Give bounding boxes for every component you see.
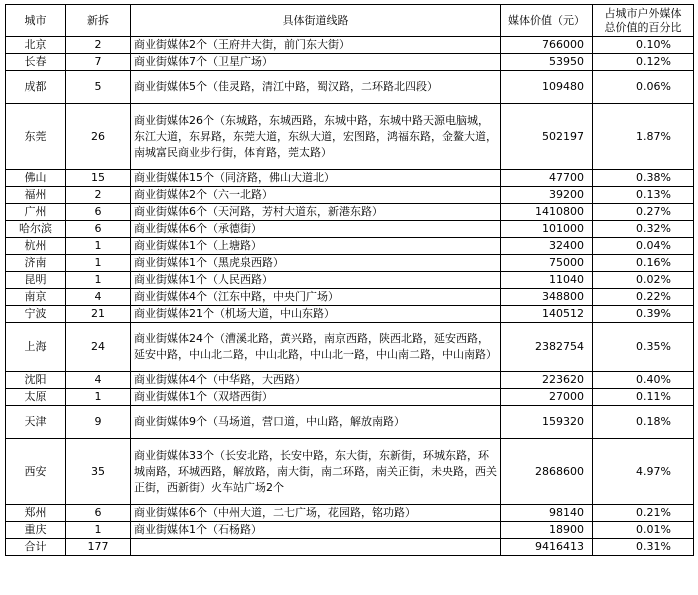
city-cell: 合计 [6,539,66,556]
media-value-cell: 223620 [501,372,593,389]
city-cell: 福州 [6,187,66,204]
header-pct-line1: 占城市户外媒体 [604,6,682,20]
roads-cell: 商业街媒体26个（东城路，东城西路，东城中路，东城中路天源电脑城，东江大道，东昇路，东莞大道，东纵大道，宏图路，鸿福东路，金鳌大道，南城富民商业步行街，体育路，莞太路） [131,104,501,170]
percent-cell: 0.04% [593,238,694,255]
percent-cell: 0.21% [593,505,694,522]
roads-cell: 商业街媒体24个（漕溪北路，黄兴路，南京西路，陕西北路，延安西路，延安中路，中山北二路，中山北路，中山北一路，中山南二路，中山南路） [131,323,501,372]
table-body [6,37,694,556]
city-cell: 南京 [6,289,66,306]
table-row [6,221,694,238]
new-count-cell: 6 [66,204,131,221]
percent-cell: 0.31% [593,539,694,556]
table-row [6,406,694,439]
city-cell: 长春 [6,54,66,71]
new-count-cell: 1 [66,255,131,272]
roads-cell: 商业街媒体21个（机场大道，中山东路） [131,306,501,323]
media-value-cell: 159320 [501,406,593,439]
media-value-cell: 502197 [501,104,593,170]
city-cell: 北京 [6,37,66,54]
table-row [6,170,694,187]
new-count-cell: 9 [66,406,131,439]
new-count-cell: 6 [66,505,131,522]
roads-cell: 商业街媒体6个（天河路，芳村大道东，新港东路） [131,204,501,221]
new-count-cell: 1 [66,522,131,539]
city-cell: 宁波 [6,306,66,323]
roads-cell: 商业街媒体1个（上塘路） [131,238,501,255]
new-count-cell: 4 [66,372,131,389]
new-count-cell: 35 [66,439,131,505]
table-row [6,104,694,170]
new-count-cell: 7 [66,54,131,71]
roads-cell: 商业街媒体6个（承德街） [131,221,501,238]
new-count-cell: 1 [66,389,131,406]
new-count-cell: 1 [66,272,131,289]
new-count-cell: 15 [66,170,131,187]
roads-cell: 商业街媒体9个（马场道，营口道，中山路，解放南路） [131,406,501,439]
media-value-cell: 53950 [501,54,593,71]
city-cell: 东莞 [6,104,66,170]
percent-cell: 0.01% [593,522,694,539]
roads-cell: 商业街媒体6个（中州大道，二七广场，花园路，铭功路） [131,505,501,522]
percent-cell: 0.40% [593,372,694,389]
percent-cell: 0.18% [593,406,694,439]
table-row [6,522,694,539]
new-count-cell: 2 [66,37,131,54]
header-new: 新拆 [66,5,131,37]
new-count-cell: 5 [66,71,131,104]
percent-cell: 0.10% [593,37,694,54]
media-value-table [5,4,694,556]
table-row [6,323,694,372]
roads-cell: 商业街媒体1个（双塔西街） [131,389,501,406]
table-row [6,54,694,71]
percent-cell: 0.38% [593,170,694,187]
percent-cell: 0.12% [593,54,694,71]
percent-cell: 0.32% [593,221,694,238]
city-cell: 沈阳 [6,372,66,389]
table-row [6,204,694,221]
media-value-cell: 32400 [501,238,593,255]
header-pct-line2: 总价值的百分比 [604,20,682,34]
percent-cell: 0.16% [593,255,694,272]
roads-cell: 商业街媒体2个（王府井大街，前门东大街） [131,37,501,54]
media-value-cell: 1410800 [501,204,593,221]
media-value-cell: 39200 [501,187,593,204]
roads-cell: 商业街媒体33个（长安北路，长安中路，东大街，东新街，环城东路，环城南路，环城西路，解放路，南大街，南二环路，南关正街，未央路，西关正街，西新街）火车站广场2个 [131,439,501,505]
table-row [6,71,694,104]
media-value-cell: 47700 [501,170,593,187]
media-value-cell: 98140 [501,505,593,522]
table-row [6,272,694,289]
percent-cell: 1.87% [593,104,694,170]
city-cell: 重庆 [6,522,66,539]
media-value-cell: 75000 [501,255,593,272]
table-row [6,372,694,389]
media-value-cell: 101000 [501,221,593,238]
roads-cell: 商业街媒体4个（中华路，大西路） [131,372,501,389]
roads-cell: 商业街媒体7个（卫星广场） [131,54,501,71]
new-count-cell: 21 [66,306,131,323]
city-cell: 太原 [6,389,66,406]
media-value-cell: 2868600 [501,439,593,505]
roads-cell: 商业街媒体4个（江东中路，中央门广场） [131,289,501,306]
media-value-cell: 11040 [501,272,593,289]
percent-cell: 4.97% [593,439,694,505]
roads-cell: 商业街媒体1个（人民西路） [131,272,501,289]
roads-cell: 商业街媒体2个（六一北路） [131,187,501,204]
city-cell: 济南 [6,255,66,272]
new-count-cell: 6 [66,221,131,238]
table-row [6,238,694,255]
percent-cell: 0.13% [593,187,694,204]
table-row [6,439,694,505]
percent-cell: 0.06% [593,71,694,104]
percent-cell: 0.39% [593,306,694,323]
table-row [6,389,694,406]
header-value: 媒体价值（元） [501,5,593,37]
media-value-cell: 18900 [501,522,593,539]
new-count-cell: 4 [66,289,131,306]
table-row [6,505,694,522]
table-row [6,255,694,272]
percent-cell: 0.22% [593,289,694,306]
new-count-cell: 1 [66,238,131,255]
header-pct [593,5,694,37]
new-count-cell: 26 [66,104,131,170]
city-cell: 杭州 [6,238,66,255]
city-cell: 佛山 [6,170,66,187]
city-cell: 广州 [6,204,66,221]
header-roads: 具体街道线路 [131,5,501,37]
city-cell: 西安 [6,439,66,505]
header-row [6,5,694,37]
roads-cell: 商业街媒体15个（同济路，佛山大道北） [131,170,501,187]
city-cell: 昆明 [6,272,66,289]
roads-cell: 商业街媒体1个（石杨路） [131,522,501,539]
roads-cell [131,539,501,556]
new-count-cell: 2 [66,187,131,204]
total-row [6,539,694,556]
media-value-cell: 348800 [501,289,593,306]
city-cell: 郑州 [6,505,66,522]
media-value-cell: 2382754 [501,323,593,372]
table-row [6,306,694,323]
table-row [6,289,694,306]
new-count-cell: 24 [66,323,131,372]
city-cell: 哈尔滨 [6,221,66,238]
media-value-cell: 766000 [501,37,593,54]
media-value-cell: 109480 [501,71,593,104]
percent-cell: 0.27% [593,204,694,221]
roads-cell: 商业街媒体1个（黑虎泉西路） [131,255,501,272]
percent-cell: 0.11% [593,389,694,406]
percent-cell: 0.02% [593,272,694,289]
roads-cell: 商业街媒体5个（佳灵路，清江中路，蜀汉路，二环路北四段） [131,71,501,104]
media-value-cell: 140512 [501,306,593,323]
header-city: 城市 [6,5,66,37]
new-count-cell: 177 [66,539,131,556]
media-value-cell: 27000 [501,389,593,406]
city-cell: 成都 [6,71,66,104]
table-row [6,187,694,204]
table-row [6,37,694,54]
percent-cell: 0.35% [593,323,694,372]
city-cell: 天津 [6,406,66,439]
city-cell: 上海 [6,323,66,372]
media-value-cell: 9416413 [501,539,593,556]
